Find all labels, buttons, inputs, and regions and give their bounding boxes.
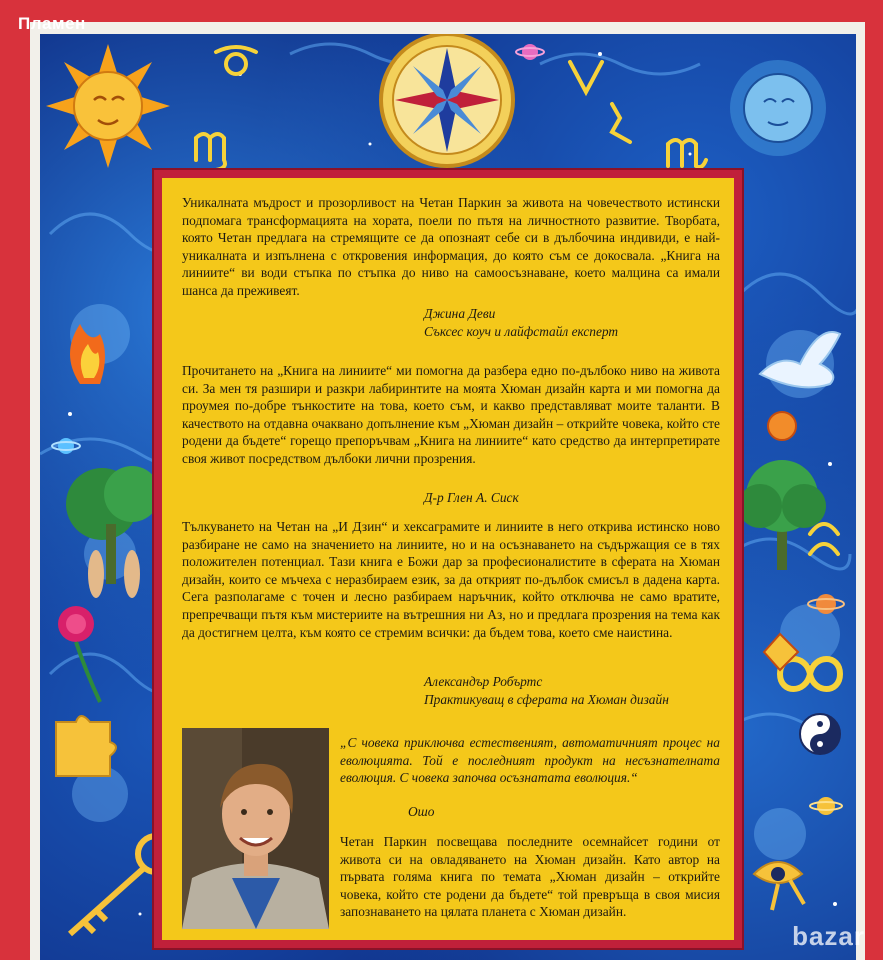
testimonial-role: Практикуващ в сферата на Хюман дизайн — [424, 692, 669, 707]
author-photo — [182, 728, 329, 929]
testimonial-author: Джина Деви — [424, 306, 496, 321]
puzzle-icon — [56, 716, 116, 776]
testimonial-panel-inner — [162, 178, 734, 940]
sun-face-icon — [46, 44, 170, 168]
testimonial-author: Александър Робъртс — [424, 674, 543, 689]
compass-rose-icon — [381, 34, 513, 166]
yin-yang-icon — [800, 714, 840, 754]
testimonial-text: Прочитането на „Книга на линиите“ ми помогна да разбера едно по-дълбоко ниво на живота си. За мен тя разшири и разкри лабиринтите на моята Хюман дизайн карта и ми помогна да проумея по-добре тънкостите на това, което съм, и какво представляват моите таланти. В качеството на отдавна очаквано допълнение към „Хюман дизайн – открийте човека, който сте родени да бъдете“ горещо препоръчвам „Книга на линиите“ като средство да интерпретирате своя живот посредством дълбоки лични прозрения. — [182, 363, 720, 466]
osho-quote: „С човека приключва естественият, автоматичният процес на еволюцията. Той е последният продукт на несъзнателната еволюция. С човека започва осъзнатата еволюция.“ — [340, 735, 720, 786]
seller-tag: Пламен — [18, 14, 86, 33]
testimonial-author: Д-р Глен А. Сиск — [424, 490, 519, 505]
testimonial-text: Уникалната мъдрост и прозорливост на Четан Паркин за живота на човечеството истински подпомага трансформацията на хората, поели по пътя на личностното развитие. Творбата, която Четан предлага на стремящите се да опознаят себе си в дълбочина индивиди, е най-уникалната и изпълнена с откровения информация, до която съм се докосвала. „Книга на линиите“ ви води стъпка по стъпка до ниво на самоосъзнаване, което малцина са имали шанса да преживеят. — [182, 195, 720, 298]
author-bio: Четан Паркин посвещава последните осемнайсет години от живота си на овладяването на Хюман дизайн. Като автор на първата голяма книга по темата „Хюман дизайн – открийте човека, който сте родени да бъдете“ той превръща в своя мисия запознаването на цялата планета с Хюман дизайн. — [340, 834, 720, 920]
quote-author: Ошо — [408, 804, 435, 819]
moon-face-icon — [730, 60, 826, 156]
testimonial-text: Тълкуването на Четан на „И Дзин“ и хексаграмите и линиите в него открива истинско ново разбиране не само на значението на линиите, но и на осъзнаването на съдържащия се в тях положителен потенциал. Тази книга е Божи дар за професионалистите в сферата на Хюман дизайн, които се мъчеха с неразбираем език, за да открият по-дълбок смисъл в дадена карта. Сега разполагаме с точен и лесно разбираем наръчник, който отключва не само вратите, препречващи пътя към мистериите на вътрешния ни Аз, но и предлага прозрения на тема как да достигнем целта, към която се стремим всички: да бъдем това, което сме наистина. — [182, 519, 720, 640]
testimonial-role: Съксес коуч и лайфстайл експерт — [424, 324, 619, 339]
eye-of-horus-icon — [754, 862, 804, 910]
testimonial-panel — [152, 168, 744, 950]
watermark: bazar — [792, 921, 865, 951]
